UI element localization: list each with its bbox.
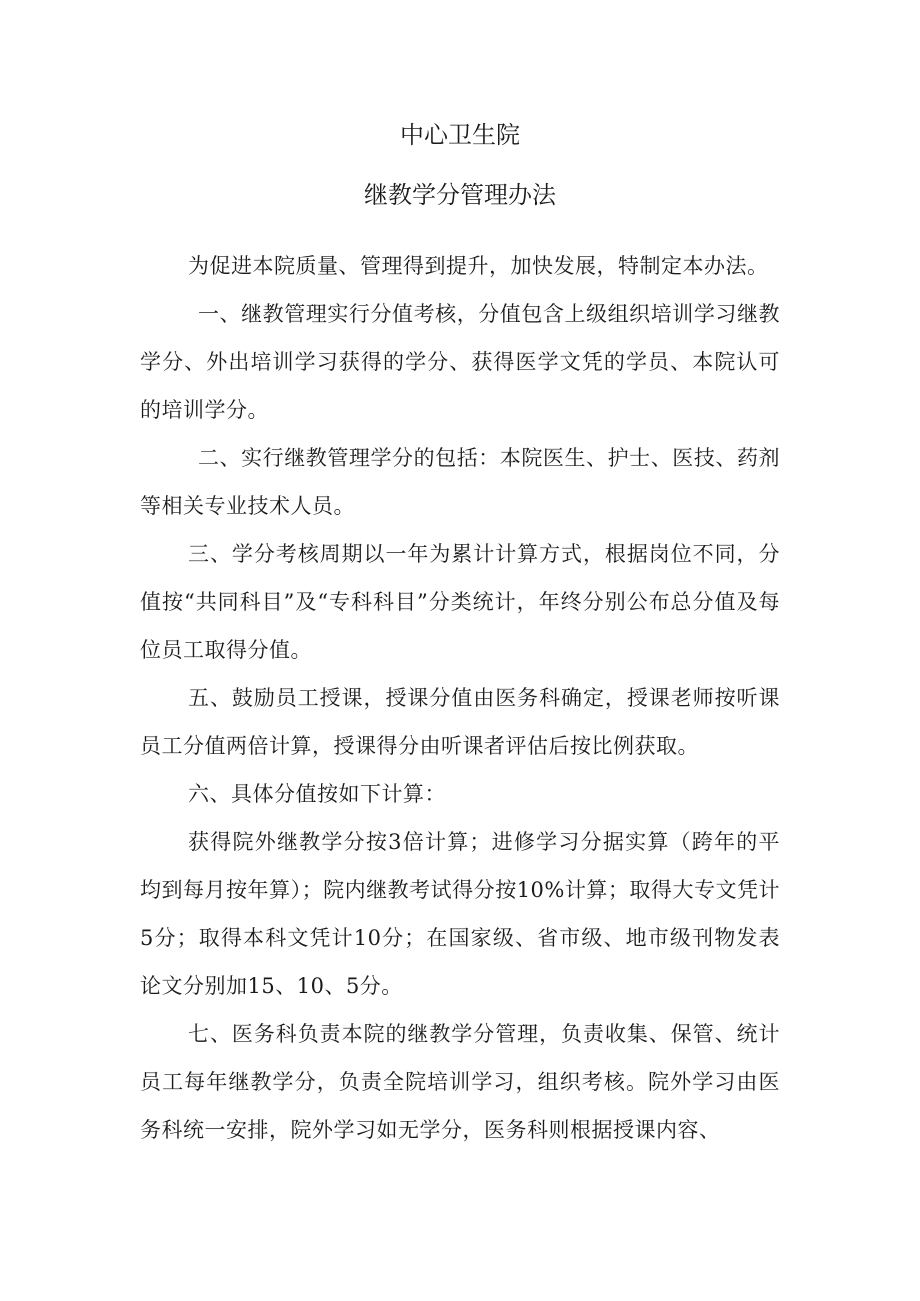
paragraph-1: 一、继教管理实行分值考核，分值包含上级组织培训学习继教学分、外出培训学习获得的学分、获得医学文凭的学员、本院认可的培训学分。 <box>140 302 780 422</box>
paragraph-intro: 为促进本院质量、管理得到提升，加快发展，特制定本办法。 <box>188 254 769 278</box>
paragraph-6: 六、具体分值按如下计算： <box>188 782 446 806</box>
paragraph-2: 二、实行继教管理学分的包括：本院医生、护士、医技、药剂等相关专业技术人员。 <box>140 446 780 518</box>
paragraph-7: 七、医务科负责本院的继教学分管理，负责收集、保管、统计员工每年继教学分，负责全院培训学习，组织考核。院外学习由医务科统一安排，院外学习如无学分，医务科则根据授课内容、 <box>140 1022 780 1142</box>
document-title-org: 中心卫生院 <box>400 121 520 149</box>
document-body <box>140 242 780 1154</box>
document-title-main: 继教学分管理办法 <box>364 181 556 209</box>
paragraph-6-details: 获得院外继教学分按3倍计算；进修学习分据实算（跨年的平均到每月按年算）；院内继教考试得分按10%计算；取得大专文凭计5分；取得本科文凭计10分；在国家级、省市级、地市级刊物发表论文分别加15、10、5分。 <box>140 830 780 998</box>
paragraph-5: 五、鼓励员工授课，授课分值由医务科确定，授课老师按听课员工分值两倍计算，授课得分由听课者评估后按比例获取。 <box>140 686 780 758</box>
paragraph-3: 三、学分考核周期以一年为累计计算方式，根据岗位不同，分值按“共同科目”及“专科科目”分类统计，年终分别公布总分值及每位员工取得分值。 <box>140 542 780 662</box>
